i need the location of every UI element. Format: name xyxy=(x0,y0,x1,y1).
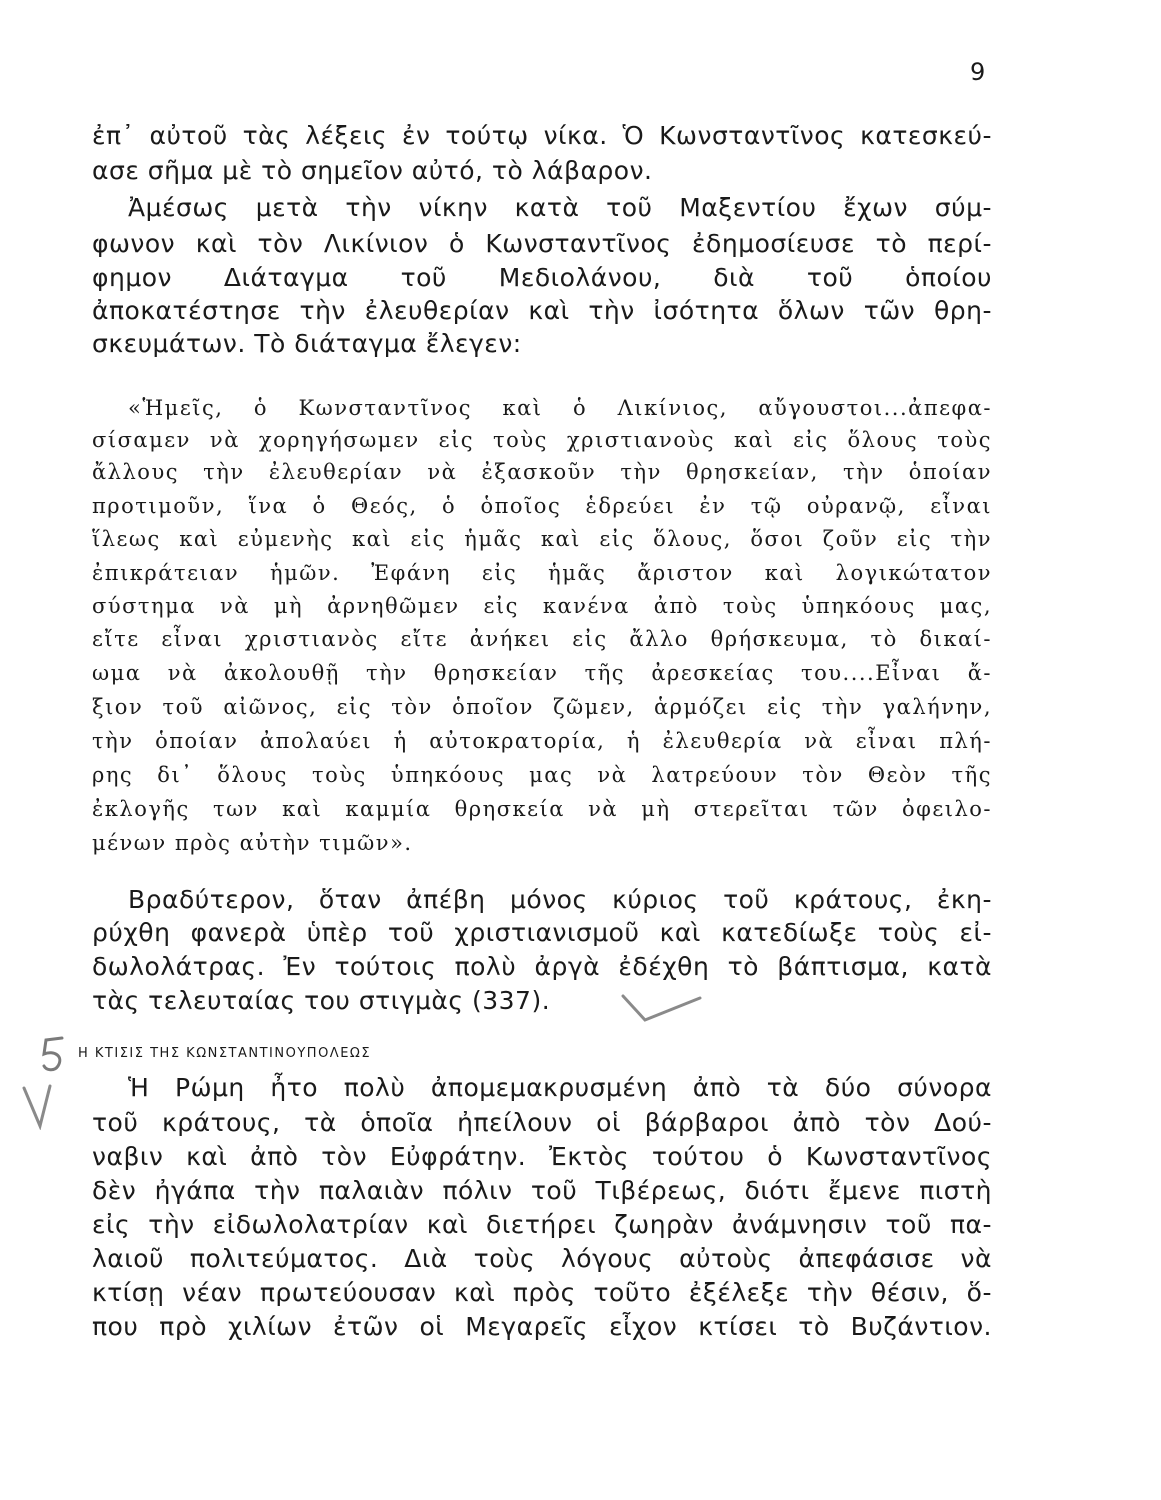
text-line: ἀποκατέστησε τὴν ἐλευθερίαν καὶ τὴν ἰσότητα ὅλων τῶν θρη- xyxy=(92,296,992,325)
text-line: κτίσῃ νέαν πρωτεύουσαν καὶ πρὸς τοῦτο ἐξέλεξε τὴν θέσιν, ὅ- xyxy=(92,1278,992,1307)
text-line: ρύχθη φανερὰ ὑπὲρ τοῦ χριστιανισμοῦ καὶ κατεδίωξε τοὺς εἰ- xyxy=(92,918,992,947)
text-line: τὰς τελευταίας του στιγμὰς (337). xyxy=(92,986,551,1015)
text-line: Ἡ Ρώμη ἦτο πολὺ ἀπομεμακρυσμένη ἀπὸ τὰ δύο σύνορα xyxy=(128,1073,992,1102)
quote-line: ἐκλογῆς των καὶ καμμία θρησκεία νὰ μὴ στερεῖται τῶν ὀφειλο- xyxy=(92,797,992,821)
text-line: φωνον καὶ τὸν Λικίνιον ὁ Κωνσταντῖνος ἐδημοσίευσε τὸ περί- xyxy=(92,229,992,258)
quote-line: προτιμοῦν, ἵνα ὁ Θεός, ὁ ὁποῖος ἑδρεύει ἐν τῷ οὐρανῷ, εἶναι xyxy=(92,494,992,518)
text-line: σκευμάτων. Τὸ διάταγμα ἔλεγεν: xyxy=(92,329,522,358)
section-heading: Η ΚΤΙΣΙΣ ΤΗΣ ΚΩΝΣΤΑΝΤΙΝΟΥΠΟΛΕΩΣ xyxy=(78,1046,372,1061)
quote-line: εἴτε εἶναι χριστιανὸς εἴτε ἀνήκει εἰς ἄλλο θρήσκευμα, τὸ δικαί- xyxy=(92,627,992,651)
text-line: τοῦ κράτους, τὰ ὁποῖα ἠπείλουν οἱ βάρβαροι ἀπὸ τὸν Δού- xyxy=(92,1108,992,1137)
text-line: ναβιν καὶ ἀπὸ τὸν Εὐφράτην. Ἐκτὸς τούτου ὁ Κωνσταντῖνος xyxy=(92,1142,992,1171)
page-number: 9 xyxy=(970,58,986,86)
text-line: ασε σῆμα μὲ τὸ σημεῖον αὐτό, τὸ λάβαρον. xyxy=(92,156,653,185)
quote-line: ἵλεως καὶ εὐμενὴς καὶ εἰς ἡμᾶς καὶ εἰς ὅλους, ὅσοι ζοῦν εἰς τὴν xyxy=(92,527,992,551)
text-line: Βραδύτερον, ὅταν ἀπέβη μόνος κύριος τοῦ κράτους, ἐκη- xyxy=(128,885,992,914)
text-line: δωλολάτρας. Ἐν τούτοις πολὺ ἀργὰ ἐδέχθη τὸ βάπτισμα, κατὰ xyxy=(92,952,992,981)
text-line: δὲν ἠγάπα τὴν παλαιὰν πόλιν τοῦ Τιβέρεως, διότι ἔμενε πιστὴ xyxy=(92,1176,992,1205)
pencil-check-mark-icon xyxy=(615,990,705,1030)
quote-line: ἄλλους τὴν ἐλευθερίαν νὰ ἐξασκοῦν τὴν θρησκείαν, τὴν ὁποίαν xyxy=(92,460,992,484)
handwritten-margin-mark-icon xyxy=(18,1030,78,1130)
quote-line: ξιον τοῦ αἰῶνος, εἰς τὸν ὁποῖον ζῶμεν, ἁρμόζει εἰς τὴν γαλήνην, xyxy=(92,695,992,719)
quote-line: ἐπικράτειαν ἡμῶν. Ἐφάνη εἰς ἡμᾶς ἄριστον καὶ λογικώτατον xyxy=(92,561,992,585)
text-line: ἐπ᾽ αὐτοῦ τὰς λέξεις ἐν τούτῳ νίκα. Ὁ Κωνσταντῖνος κατεσκεύ- xyxy=(92,121,992,150)
quote-line: σύστημα νὰ μὴ ἀρνηθῶμεν εἰς κανένα ἀπὸ τοὺς ὑπηκόους μας, xyxy=(92,594,992,618)
text-line: φημον Διάταγμα τοῦ Μεδιολάνου, διὰ τοῦ ὁποίου xyxy=(92,263,992,292)
text-line: λαιοῦ πολιτεύματος. Διὰ τοὺς λόγους αὐτοὺς ἀπεφάσισε νὰ xyxy=(92,1244,992,1273)
quote-line: μένων πρὸς αὐτὴν τιμῶν». xyxy=(92,831,413,855)
quote-line: ωμα νὰ ἀκολουθῇ τὴν θρησκείαν τῆς ἀρεσκείας του....Εἶναι ἄ- xyxy=(92,661,992,685)
quote-line: ρης δι᾽ ὅλους τοὺς ὑπηκόους μας νὰ λατρεύουν τὸν Θεὸν τῆς xyxy=(92,763,992,787)
text-line: που πρὸ χιλίων ἐτῶν οἱ Μεγαρεῖς εἶχον κτίσει τὸ Βυζάντιον. xyxy=(92,1312,992,1341)
quote-line: «Ἡμεῖς, ὁ Κωνσταντῖνος καὶ ὁ Λικίνιος, αὔγουστοι...ἀπεφα- xyxy=(128,396,992,420)
quote-line: τὴν ὁποίαν ἀπολαύει ἡ αὐτοκρατορία, ἡ ἐλευθερία νὰ εἶναι πλή- xyxy=(92,729,992,753)
text-line: Ἀμέσως μετὰ τὴν νίκην κατὰ τοῦ Μαξεντίου ἔχων σύμ- xyxy=(128,193,992,222)
text-line: εἰς τὴν εἰδωλολατρίαν καὶ διετήρει ζωηρὰν ἀνάμνησιν τοῦ πα- xyxy=(92,1210,992,1239)
quote-line: σίσαμεν νὰ χορηγήσωμεν εἰς τοὺς χριστιανοὺς καὶ εἰς ὅλους τοὺς xyxy=(92,428,992,452)
